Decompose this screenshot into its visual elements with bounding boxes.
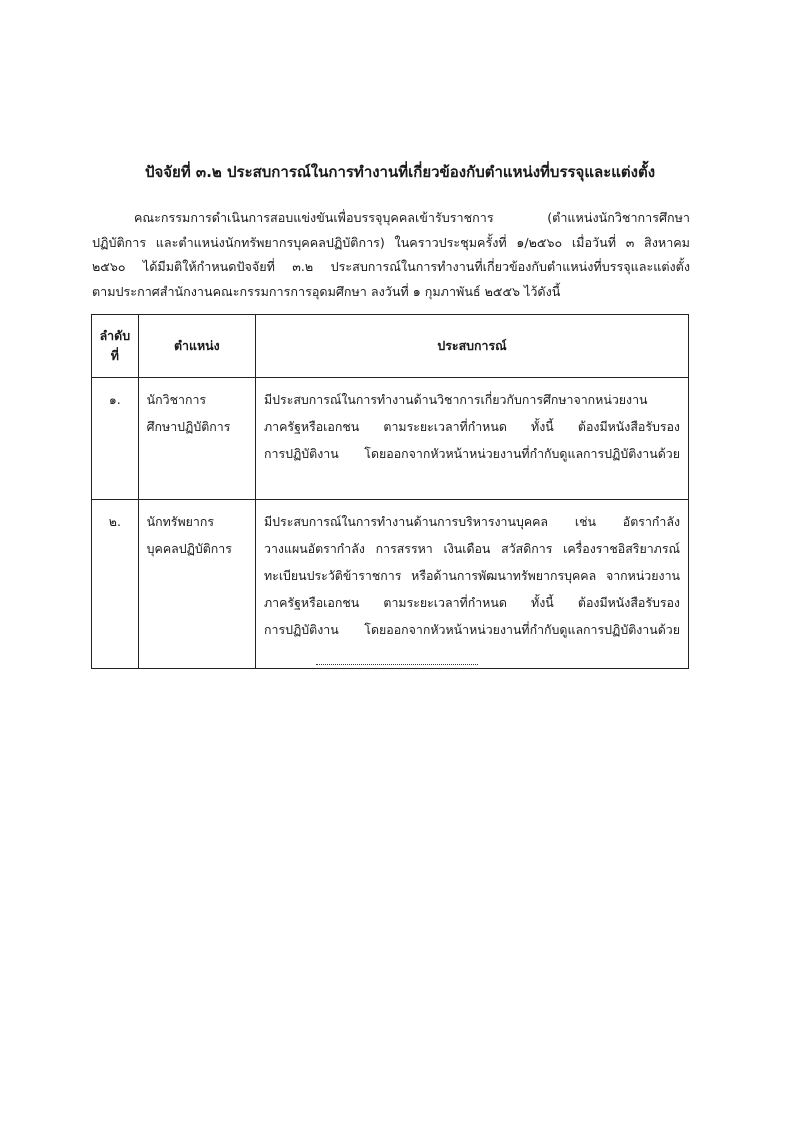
experience-line: ทะเบียนประวัติข้าราชการ หรือด้านการพัฒนาทรัพยากรบุคคล จากหน่วยงาน <box>264 568 680 583</box>
experience-line: วางแผนอัตรากำลัง การสรรหา เงินเดือน สวัสดิการ เครื่องราชอิสริยาภรณ์ <box>264 541 680 556</box>
table-header-row <box>92 315 689 378</box>
intro-paragraph <box>92 206 690 304</box>
experience-table <box>91 314 689 669</box>
row-experience <box>256 378 689 500</box>
experience-line: มีประสบการณ์ในการทำงานด้านการบริหารงานบุคคล เช่น อัตรากำลัง <box>264 514 680 529</box>
experience-line: ภาครัฐหรือเอกชน ตามระยะเวลาที่กำหนด ทั้งนี้ ต้องมีหนังสือรับรอง <box>264 595 680 610</box>
row-position <box>138 378 255 500</box>
row-number: ๑. <box>92 378 139 500</box>
position-line: บุคคลปฏิบัติการ <box>146 541 232 556</box>
position-line: ศึกษาปฏิบัติการ <box>146 419 231 434</box>
table-row <box>92 378 689 500</box>
row-number: ๒. <box>92 500 139 669</box>
header-order-line2: ที่ <box>110 348 119 363</box>
experience-line: ภาครัฐหรือเอกชน ตามระยะเวลาที่กำหนด ทั้งนี้ ต้องมีหนังสือรับรอง <box>264 419 680 434</box>
intro-line: ๒๕๖๐ ได้มีมติให้กำหนดปัจจัยที่ ๓.๒ ประสบการณ์ในการทำงานที่เกี่ยวข้องกับตำแหน่งที่บรรจุและแต่งตั้ง <box>92 259 690 274</box>
experience-line: การปฏิบัติงาน โดยออกจากหัวหน้าหน่วยงานที่กำกับดูแลการปฏิบัติงานด้วย <box>264 622 680 637</box>
header-order <box>92 315 139 378</box>
position-line: นักวิชาการ <box>146 392 207 407</box>
intro-line: ตามประกาศสำนักงานคณะกรรมการการอุดมศึกษา ลงวันที่ ๑ กุมภาพันธ์ ๒๕๕๖ ไว้ดังนี้ <box>92 283 561 299</box>
table-row <box>92 500 689 669</box>
position-line: นักทรัพยากร <box>146 514 215 529</box>
page-title: ปัจจัยที่ ๓.๒ ประสบการณ์ในการทำงานที่เกี่ยวข้องกับตำแหน่งที่บรรจุและแต่งตั้ง <box>144 163 656 181</box>
row-position <box>138 500 255 669</box>
experience-line: การปฏิบัติงาน โดยออกจากหัวหน้าหน่วยงานที่กำกับดูแลการปฏิบัติงานด้วย <box>264 446 680 461</box>
header-position: ตำแหน่ง <box>138 315 255 378</box>
intro-line: คณะกรรมการดำเนินการสอบแข่งขันเพื่อบรรจุบุคคลเข้ารับราชการ (ตำแหน่งนักวิชาการศึกษา <box>134 210 690 225</box>
experience-line: มีประสบการณ์ในการทำงานด้านวิชาการเกี่ยวกับการศึกษาจากหน่วยงาน <box>264 392 648 407</box>
intro-line: ปฏิบัติการ และตำแหน่งนักทรัพยากรบุคคลปฏิบัติการ) ในคราวประชุมครั้งที่ ๑/๒๕๖๐ เมื่อวันที่ ๓ สิงหาคม <box>92 234 690 250</box>
row-experience <box>256 500 689 669</box>
header-order-line1: ลำดับ <box>99 328 131 343</box>
end-separator <box>316 664 478 665</box>
header-experience: ประสบการณ์ <box>256 315 689 378</box>
